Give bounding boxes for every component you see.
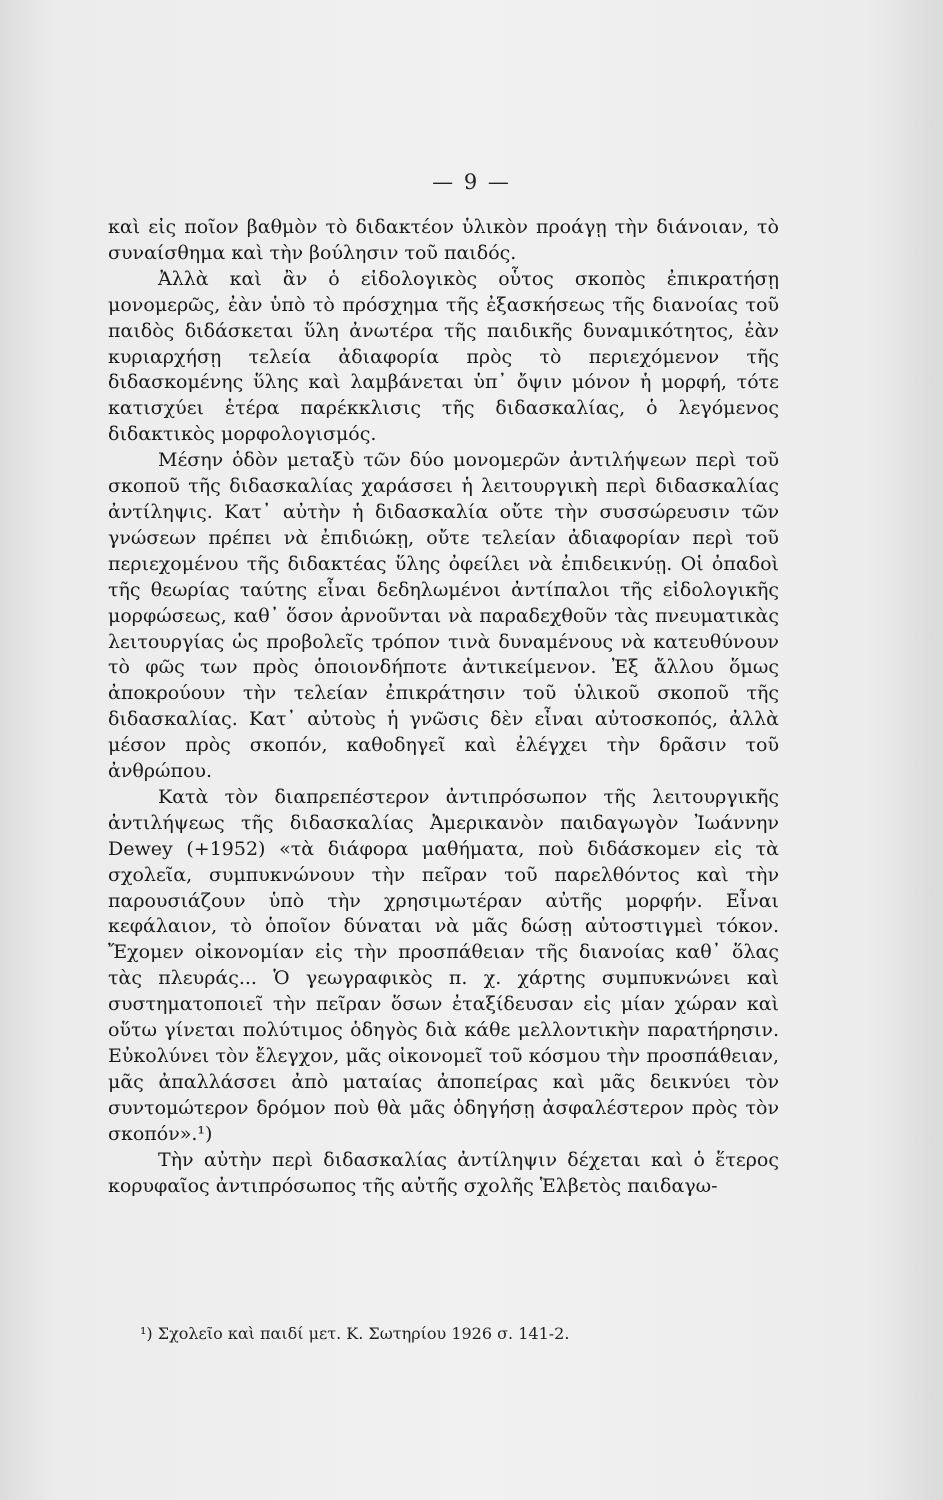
body-text xyxy=(108,215,779,1199)
paragraph-dewey-quote: Κατὰ τὸν διαπρεπέστερον ἀντιπρόσωπον τῆς λειτουργικῆς ἀντιλήψεως τῆς διδασκαλίας Ἀμερικανὸν παιδαγωγὸν Ἰωάννην Dewey (+1952) «τὰ διάφορα μαθήματα, ποὺ διδάσκομεν εἰς τὰ σχολεῖα, συμπυκνώνουν τὴν πεῖραν τοῦ παρελθόντος καὶ τὴν παρουσιάζουν ὑπὸ τὴν χρησιμωτέραν αὐτῆς μορφήν. Εἶναι κεφάλαιον, τὸ ὁποῖον δύναται νὰ μᾶς δώσῃ αὐτοστιγμεὶ τόκον. Ἔχομεν οἰκονομίαν εἰς τὴν προσπάθειαν τῆς διανοίας καθ᾽ ὅλας τὰς πλευράς... Ὁ γεωγραφικὸς π. χ. χάρτης συμπυκνώνει καὶ συστηματοποιεῖ τὴν πεῖραν ὅσων ἐταξίδευσαν εἰς μίαν χώραν καὶ οὕτω γίνεται πολύτιμος ὁδηγὸς διὰ κάθε μελλοντικὴν παρατήρησιν. Εὐκολύνει τὸν ἔλεγχον, μᾶς οἰκονομεῖ τοῦ κόσμου τὴν προσπάθειαν, μᾶς ἀπαλλάσσει ἀπὸ ματαίας ἀποπείρας καὶ μᾶς δεικνύει τὸν συντομώτερον δρόμον ποὺ θὰ μᾶς ὁδηγήσῃ ἀσφαλέστερον πρὸς τὸν σκοπόν».¹) xyxy=(108,785,779,1145)
footnote-text: Σχολεῖο καὶ παιδί μετ. Κ. Σωτηρίου 1926 σ. 141-2. xyxy=(157,1324,570,1343)
footnote xyxy=(140,1323,780,1345)
page-number: — 9 — xyxy=(432,170,511,194)
paragraph-swiss-educator: Τὴν αὐτὴν περὶ διδασκαλίας ἀντίληψιν δέχεται καὶ ὁ ἕτερος κορυφαῖος ἀντιπρόσωπος τῆς αὐτῆς σχολῆς Ἑλβετὸς παιδαγω- xyxy=(108,1148,779,1197)
paragraph-formal-aim: Ἀλλὰ καὶ ἂν ὁ εἰδολογικὸς οὗτος σκοπὸς ἐπικρατήσῃ μονομερῶς, ἐὰν ὑπὸ τὸ πρόσχημα τῆς ἐξασκήσεως τῆς διανοίας τοῦ παιδὸς διδάσκεται ὕλη ἀνωτέρα τῆς παιδικῆς δυναμικότητος, ἐὰν κυριαρχήσῃ τελεία ἀδιαφορία πρὸς τὸ περιεχόμενον τῆς διδασκομένης ὕλης καὶ λαμβάνεται ὑπ᾽ ὄψιν μόνον ἡ μορφή, τότε κατισχύει ἑτέρα παρέκκλισις τῆς διδασκαλίας, ὁ λεγόμενος διδακτικὸς μορφολογισμός. xyxy=(108,267,779,446)
paragraph-continuation: καὶ εἰς ποῖον βαθμὸν τὸ διδακτέον ὑλικὸν προάγῃ τὴν διάνοιαν, τὸ συναίσθημα καὶ τὴν βούλησιν τοῦ παιδός. xyxy=(108,216,779,264)
footnote-marker: ¹) xyxy=(140,1324,153,1343)
paragraph-functional-view: Μέσην ὁδὸν μεταξὺ τῶν δύο μονομερῶν ἀντιλήψεων περὶ τοῦ σκοποῦ τῆς διδασκαλίας χαράσσει ἡ λειτουργικὴ περὶ διδασκαλίας ἀντίληψις. Κατ᾽ αὐτὴν ἡ διδασκαλία οὔτε τὴν συσσώρευσιν τῶν γνώσεων πρέπει νὰ ἐπιδιώκῃ, οὔτε τελείαν ἀδιαφορίαν περὶ τοῦ περιεχομένου τῆς διδακτέας ὕλης ὀφείλει νὰ ἐπιδεικνύῃ. Οἱ ὀπαδοὶ τῆς θεωρίας ταύτης εἶναι δεδηλωμένοι ἀντίπαλοι τῆς εἰδολογικῆς μορφώσεως, καθ᾽ ὅσον ἀρνοῦνται νὰ παραδεχθοῦν τὰς πνευματικὰς λειτουργίας ὡς προβολεῖς τρόπον τινὰ δυναμένους νὰ κατευθύνουν τὸ φῶς των πρὸς ὁποιονδήποτε ἀντικείμενον. Ἐξ ἄλλου ὅμως ἀποκρούουν τὴν τελείαν ἐπικράτησιν τοῦ ὑλικοῦ σκοποῦ τῆς διδασκαλίας. Κατ᾽ αὐτοὺς ἡ γνῶσις δὲν εἶναι αὐτοσκοπός, ἀλλὰ μέσον πρὸς σκοπόν, καθοδηγεῖ καὶ ἐλέγχει τὴν δρᾶσιν τοῦ ἀνθρώπου. xyxy=(108,449,779,783)
